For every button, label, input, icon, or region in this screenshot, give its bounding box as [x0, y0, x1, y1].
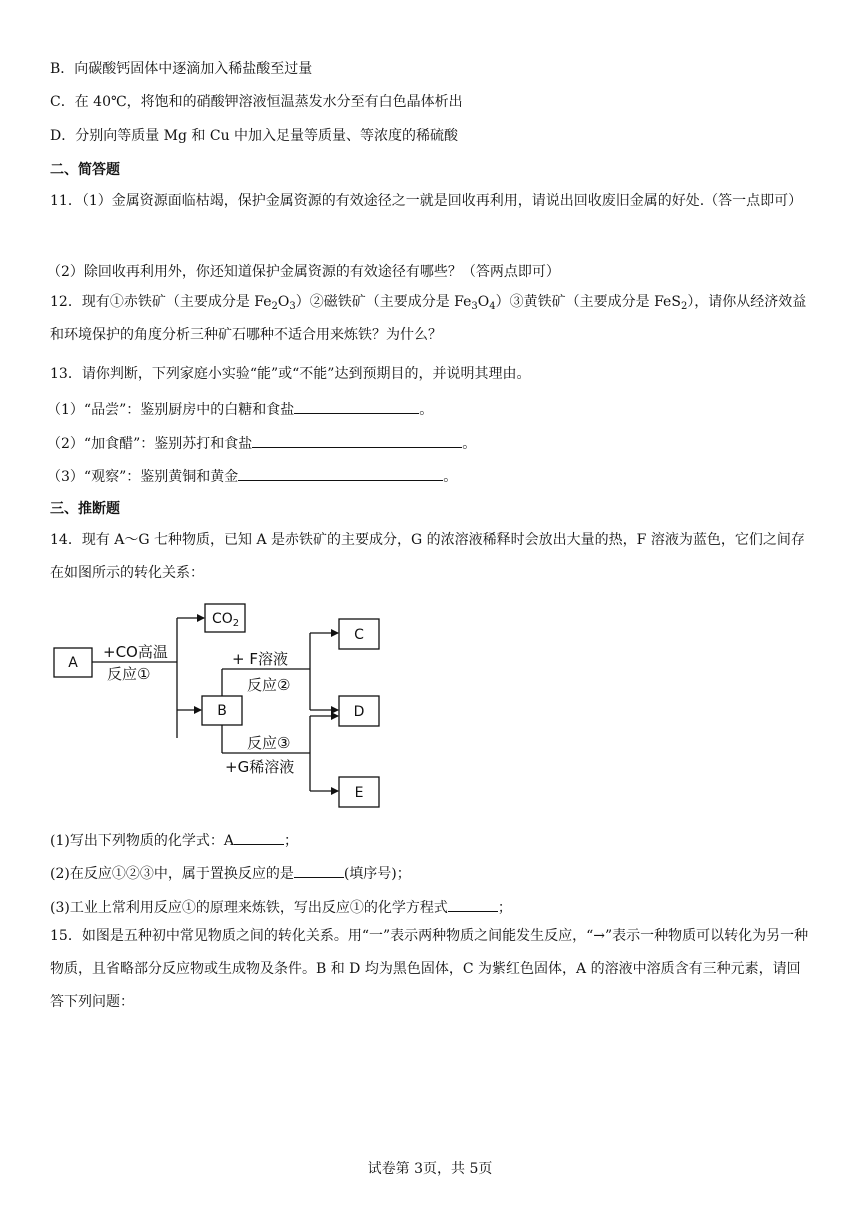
question-14-sub-1: (1)写出下列物质的化学式：A ； — [50, 829, 298, 851]
answer-blank — [294, 862, 344, 878]
label-d: D — [353, 704, 365, 720]
question-13-item-2: （2）“加食醋”：鉴别苏打和食盐 。 — [47, 432, 476, 454]
option-c: C．在 40℃，将饱和的硝酸钾溶液恒温蒸发水分至有白色晶体析出 — [50, 94, 463, 110]
label-co2: $CO_2$ — [212, 611, 240, 629]
option-d: D．分别向等质量 Mg 和 Cu 中加入足量等质量、等浓度的稀硫酸 — [50, 128, 459, 144]
reaction-3-condition: +G稀溶液 — [225, 758, 295, 776]
reaction-2-condition: + F溶液 — [232, 650, 288, 668]
reaction-1-condition: +CO高温 — [103, 643, 168, 661]
question-11-part-1: 11．（1）金属资源面临枯竭，保护金属资源的有效途径之一就是回收再利用，请说出回收废旧金属的好处.（答一点即可） — [50, 193, 803, 209]
question-12: 12．现有①赤铁矿（主要成分是 $Fe_2O_3)②$磁铁矿（主要成分是 $Fe_3O_4)③$黄铁矿（主要成分是 FeS$_2$），请你从经济效益和环境保护的角度分析三种矿石哪种不适合用来炼铁？为什么？ — [50, 294, 807, 343]
label-c: C — [354, 627, 364, 643]
question-14-stem: 14．现有 A～G 七种物质，已知 A 是赤铁矿的主要成分，G 的浓溶液稀释时会放出大量的热，F 溶液为蓝色，它们之间存在如图所示的转化关系： — [50, 532, 805, 581]
reaction-3-label: 反应③ — [247, 734, 291, 752]
reaction-2-label: 反应② — [247, 676, 291, 694]
reaction-1-label: 反应① — [107, 665, 151, 683]
question-14-sub-2: (2)在反应①②③中，属于置换反应的是 (填序号)； — [50, 862, 411, 884]
conversion-diagram — [48, 598, 393, 813]
page-footer: 试卷第 3页，共 5页 — [367, 1161, 493, 1177]
question-15: 15．如图是五种初中常见物质之间的转化关系。用“一”表示两种物质之间能发生反应，“→”表示一种物质可以转化为另一种物质，且省略部分反应物或生成物及条件。B 和 D 均为黑色固体，C 为紫红色固体，A 的溶液中溶质含有三种元素，请回答下列问题： — [50, 928, 809, 1010]
answer-blank — [448, 896, 498, 912]
answer-blank — [234, 829, 284, 845]
label-a: A — [68, 655, 78, 671]
question-11-part-2: （2）除回收再利用外，你还知道保护金属资源的有效途径有哪些？（答两点即可） — [47, 264, 560, 280]
answer-blank — [252, 432, 462, 448]
question-14-sub-3: (3)工业上常利用反应①的原理来炼铁，写出反应①的化学方程式 ； — [50, 896, 512, 918]
section-heading-inference: 三、推断题 — [50, 501, 120, 517]
question-13-stem: 13．请你判断，下列家庭小实验“能”或“不能”达到预期目的，并说明其理由。 — [50, 366, 531, 382]
label-e: E — [354, 785, 364, 801]
answer-blank — [238, 465, 443, 481]
question-13-item-1: （1）“品尝”：鉴别厨房中的白糖和食盐 。 — [47, 398, 433, 420]
answer-blank — [294, 398, 419, 414]
option-b: B．向碳酸钙固体中逐滴加入稀盐酸至过量 — [50, 61, 313, 77]
question-13-item-3: （3）“观察”：鉴别黄铜和黄金 。 — [47, 465, 457, 487]
section-heading-short-answer: 二、简答题 — [50, 162, 120, 178]
label-b: B — [217, 703, 227, 719]
